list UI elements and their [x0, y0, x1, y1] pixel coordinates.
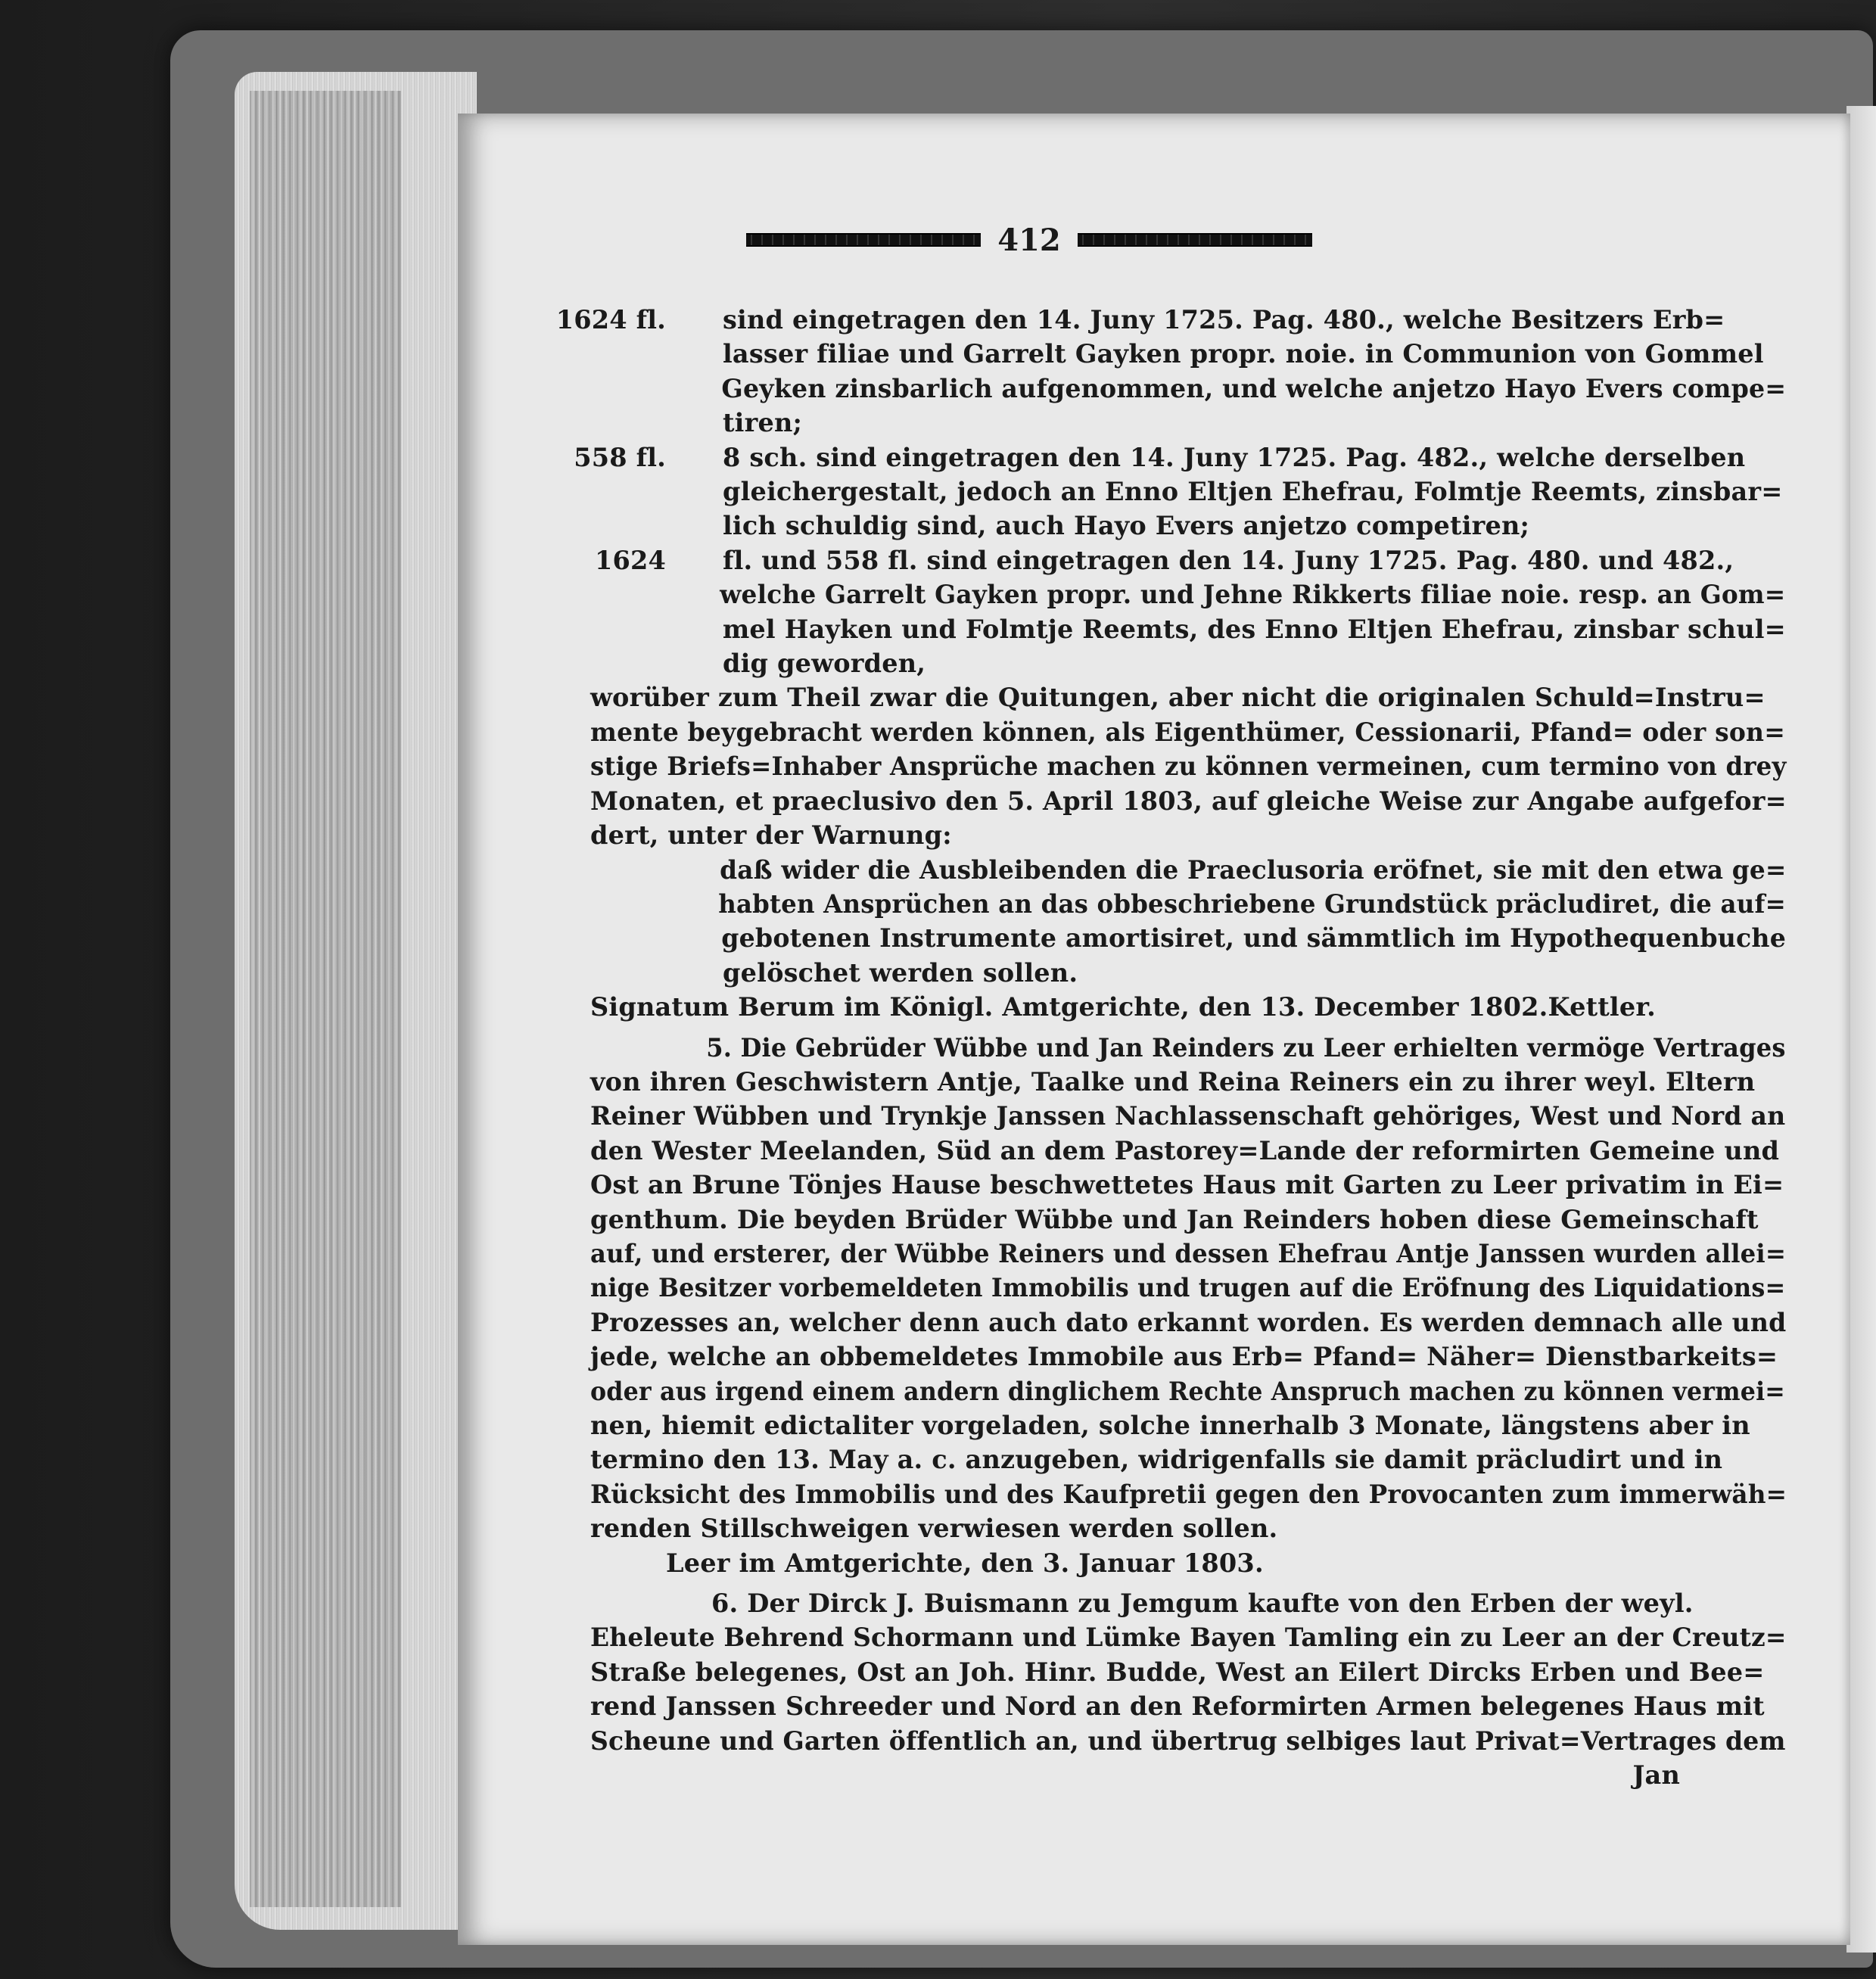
text-line: Ost an Brune Tönjes Hause beschwettetes Haus mit Garten zu Leer privatim in Ei=	[590, 1170, 1784, 1200]
text-line: Geyken zinsbarlich aufgenommen, und welche anjetzo Hayo Evers compe=	[721, 373, 1787, 403]
text-line: 6. Der Dirck J. Buismann zu Jemgum kaufte von den Erben der weyl.	[711, 1588, 1694, 1619]
text-line: rend Janssen Schreeder und Nord an den Reformirten Armen belegenes Haus mit	[590, 1691, 1765, 1722]
spacer	[590, 1025, 1725, 1031]
entry-1624	[555, 303, 1787, 440]
signature-line	[590, 990, 1657, 1024]
text-line: Straße belegenes, Ost an Joh. Hinr. Budde, West an Eilert Dircks Erben und Bee=	[590, 1657, 1765, 1687]
text-line: welche Garrelt Gayken propr. und Jehne Rikkerts filiae noie. resp. an Gom=	[720, 580, 1786, 610]
notice-6	[590, 1586, 1787, 1792]
text-line: habten Ansprüchen an das obbeschriebene Grundstück präcludiret, die auf=	[718, 888, 1786, 919]
facing-page-edge	[1846, 106, 1876, 1953]
text-line: nige Besitzer vorbemeldeten Immobilis und trugen auf die Eröfnung des Liquidations=	[590, 1273, 1786, 1303]
entry-amount: 1624	[594, 545, 666, 575]
paragraph-claims	[590, 680, 1787, 852]
text-line: Eheleute Behrend Schormann und Lümke Bayen Tamling ein zu Leer an der Creutz=	[590, 1623, 1787, 1653]
notice-date: Leer im Amtgerichte, den 3. Januar 1803.	[666, 1548, 1264, 1578]
text-line: mel Hayken und Folmtje Reemts, des Enno Eltjen Ehefrau, zinsbar schul=	[722, 614, 1786, 644]
text-line: Scheune und Garten öffentlich an, und übertrug selbiges laut Privat=Vertrages dem	[590, 1725, 1786, 1756]
page-header	[590, 221, 1468, 259]
text-line: gebotenen Instrumente amortisiret, und sämmtlich im Hypothequenbuche	[721, 923, 1787, 954]
text-line: dig geworden,	[723, 649, 926, 679]
text-line: auf, und ersterer, der Wübbe Reiners und dessen Ehefrau Antje Janssen wurden allei=	[590, 1238, 1787, 1268]
text-line: gelöschet werden sollen.	[723, 957, 1078, 988]
text-line: stige Briefs=Inhaber Ansprüche machen zu können vermeinen, cum termino von drey	[590, 751, 1787, 782]
text-line: lich schuldig sind, auch Hayo Evers anjetzo competiren;	[723, 511, 1530, 541]
entry-amount: 1624 fl.	[555, 305, 666, 335]
text-line: von ihren Geschwistern Antje, Taalke und Reina Reiners ein zu ihrer weyl. Eltern	[590, 1066, 1756, 1097]
text-line: Rücksicht des Immobilis und des Kaufpretii gegen den Provocanten zum immerwäh=	[590, 1479, 1787, 1509]
text-line: oder aus irgend einem andern dinglichem Rechte Anspruch machen zu können vermei=	[590, 1376, 1786, 1406]
text-line: termino den 13. May a. c. anzugeben, widrigenfalls sie damit präcludirt und in	[590, 1445, 1723, 1475]
text-line: Prozesses an, welcher denn auch dato erkannt worden. Es werden demnach alle und	[590, 1307, 1787, 1337]
page-text	[555, 303, 1787, 1792]
text-line: sind eingetragen den 14. Juny 1725. Pag. 480., welche Besitzers Erb=	[723, 305, 1725, 335]
text-line: worüber zum Theil zwar die Quitungen, aber nicht die originalen Schuld=Instru=	[590, 683, 1766, 713]
page-number: 412	[997, 222, 1061, 258]
text-line: 8 sch. sind eingetragen den 14. Juny 1725. Pag. 482., welche derselben	[723, 442, 1746, 472]
notice-5	[590, 1031, 1787, 1581]
catchword: Jan	[1632, 1760, 1680, 1791]
warning-paragraph	[590, 853, 1787, 991]
signature-name: Kettler.	[1548, 992, 1657, 1022]
text-line: den Wester Meelanden, Süd an dem Pastorey=Lande der reformirten Gemeine und	[590, 1135, 1780, 1165]
text-line: Monaten, et praeclusivo den 5. April 1803, auf gleiche Weise zur Angabe aufgefor=	[590, 786, 1787, 816]
text-line: jede, welche an obbemeldetes Immobile aus Erb= Pfand= Näher= Dienstbarkeits=	[590, 1342, 1778, 1372]
text-line: renden Stillschweigen verwiesen werden sollen.	[590, 1514, 1278, 1544]
text-line: gleichergestalt, jedoch an Enno Eltjen Ehefrau, Folmtje Reemts, zinsbar=	[723, 477, 1783, 507]
entry-558	[574, 440, 1783, 543]
header-rule-left	[746, 233, 981, 247]
text-line: nen, hiemit edictaliter vorgeladen, solche innerhalb 3 Monate, längstens aber in	[590, 1411, 1750, 1440]
text-line: Reiner Wübben und Trynkje Janssen Nachlassenschaft gehöriges, West und Nord an	[590, 1101, 1786, 1131]
text-line: mente beygebracht werden können, als Eigenthümer, Cessionarii, Pfand= oder son=	[590, 717, 1786, 747]
text-line: genthum. Die beyden Brüder Wübbe und Jan Reinders hoben diese Gemeinschaft	[590, 1204, 1759, 1234]
entry-1624-558	[590, 543, 1786, 681]
header-rule-right	[1078, 233, 1312, 247]
text-line: fl. und 558 fl. sind eingetragen den 14. Juny 1725. Pag. 480. und 482.,	[723, 545, 1734, 575]
text-line: tiren;	[723, 408, 803, 438]
signature-place-date: Signatum Berum im Königl. Amtgerichte, den 13. December 1802.	[590, 992, 1548, 1022]
text-line: 5. Die Gebrüder Wübbe und Jan Reinders zu Leer erhielten vermöge Vertrages	[706, 1032, 1786, 1063]
spacer	[590, 1580, 1725, 1586]
entry-amount: 558 fl.	[574, 442, 666, 472]
text-line: daß wider die Ausbleibenden die Praeclusoria eröfnet, sie mit den etwa ge=	[720, 854, 1787, 885]
text-line: dert, unter der Warnung:	[590, 820, 952, 851]
text-line: lasser filiae und Garrelt Gayken propr. noie. in Communion von Gommel	[723, 339, 1764, 369]
page-edges-shadow	[250, 91, 401, 1907]
